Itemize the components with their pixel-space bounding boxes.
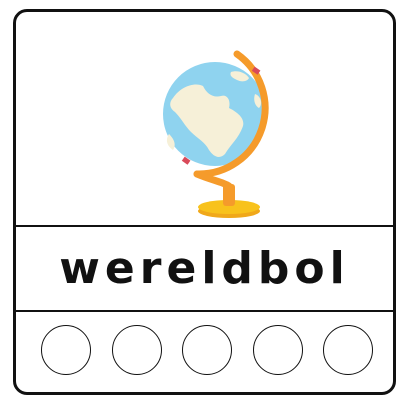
letter-circle[interactable] [112,325,162,375]
word-card [13,9,396,395]
picture-area [16,12,393,225]
letter-circles [16,312,393,392]
letter-circle[interactable] [323,325,373,375]
globe-icon [151,46,291,221]
card-word: wereldbol [59,243,350,294]
letter-circle[interactable] [41,325,91,375]
letter-circle[interactable] [182,325,232,375]
letter-circle[interactable] [253,325,303,375]
